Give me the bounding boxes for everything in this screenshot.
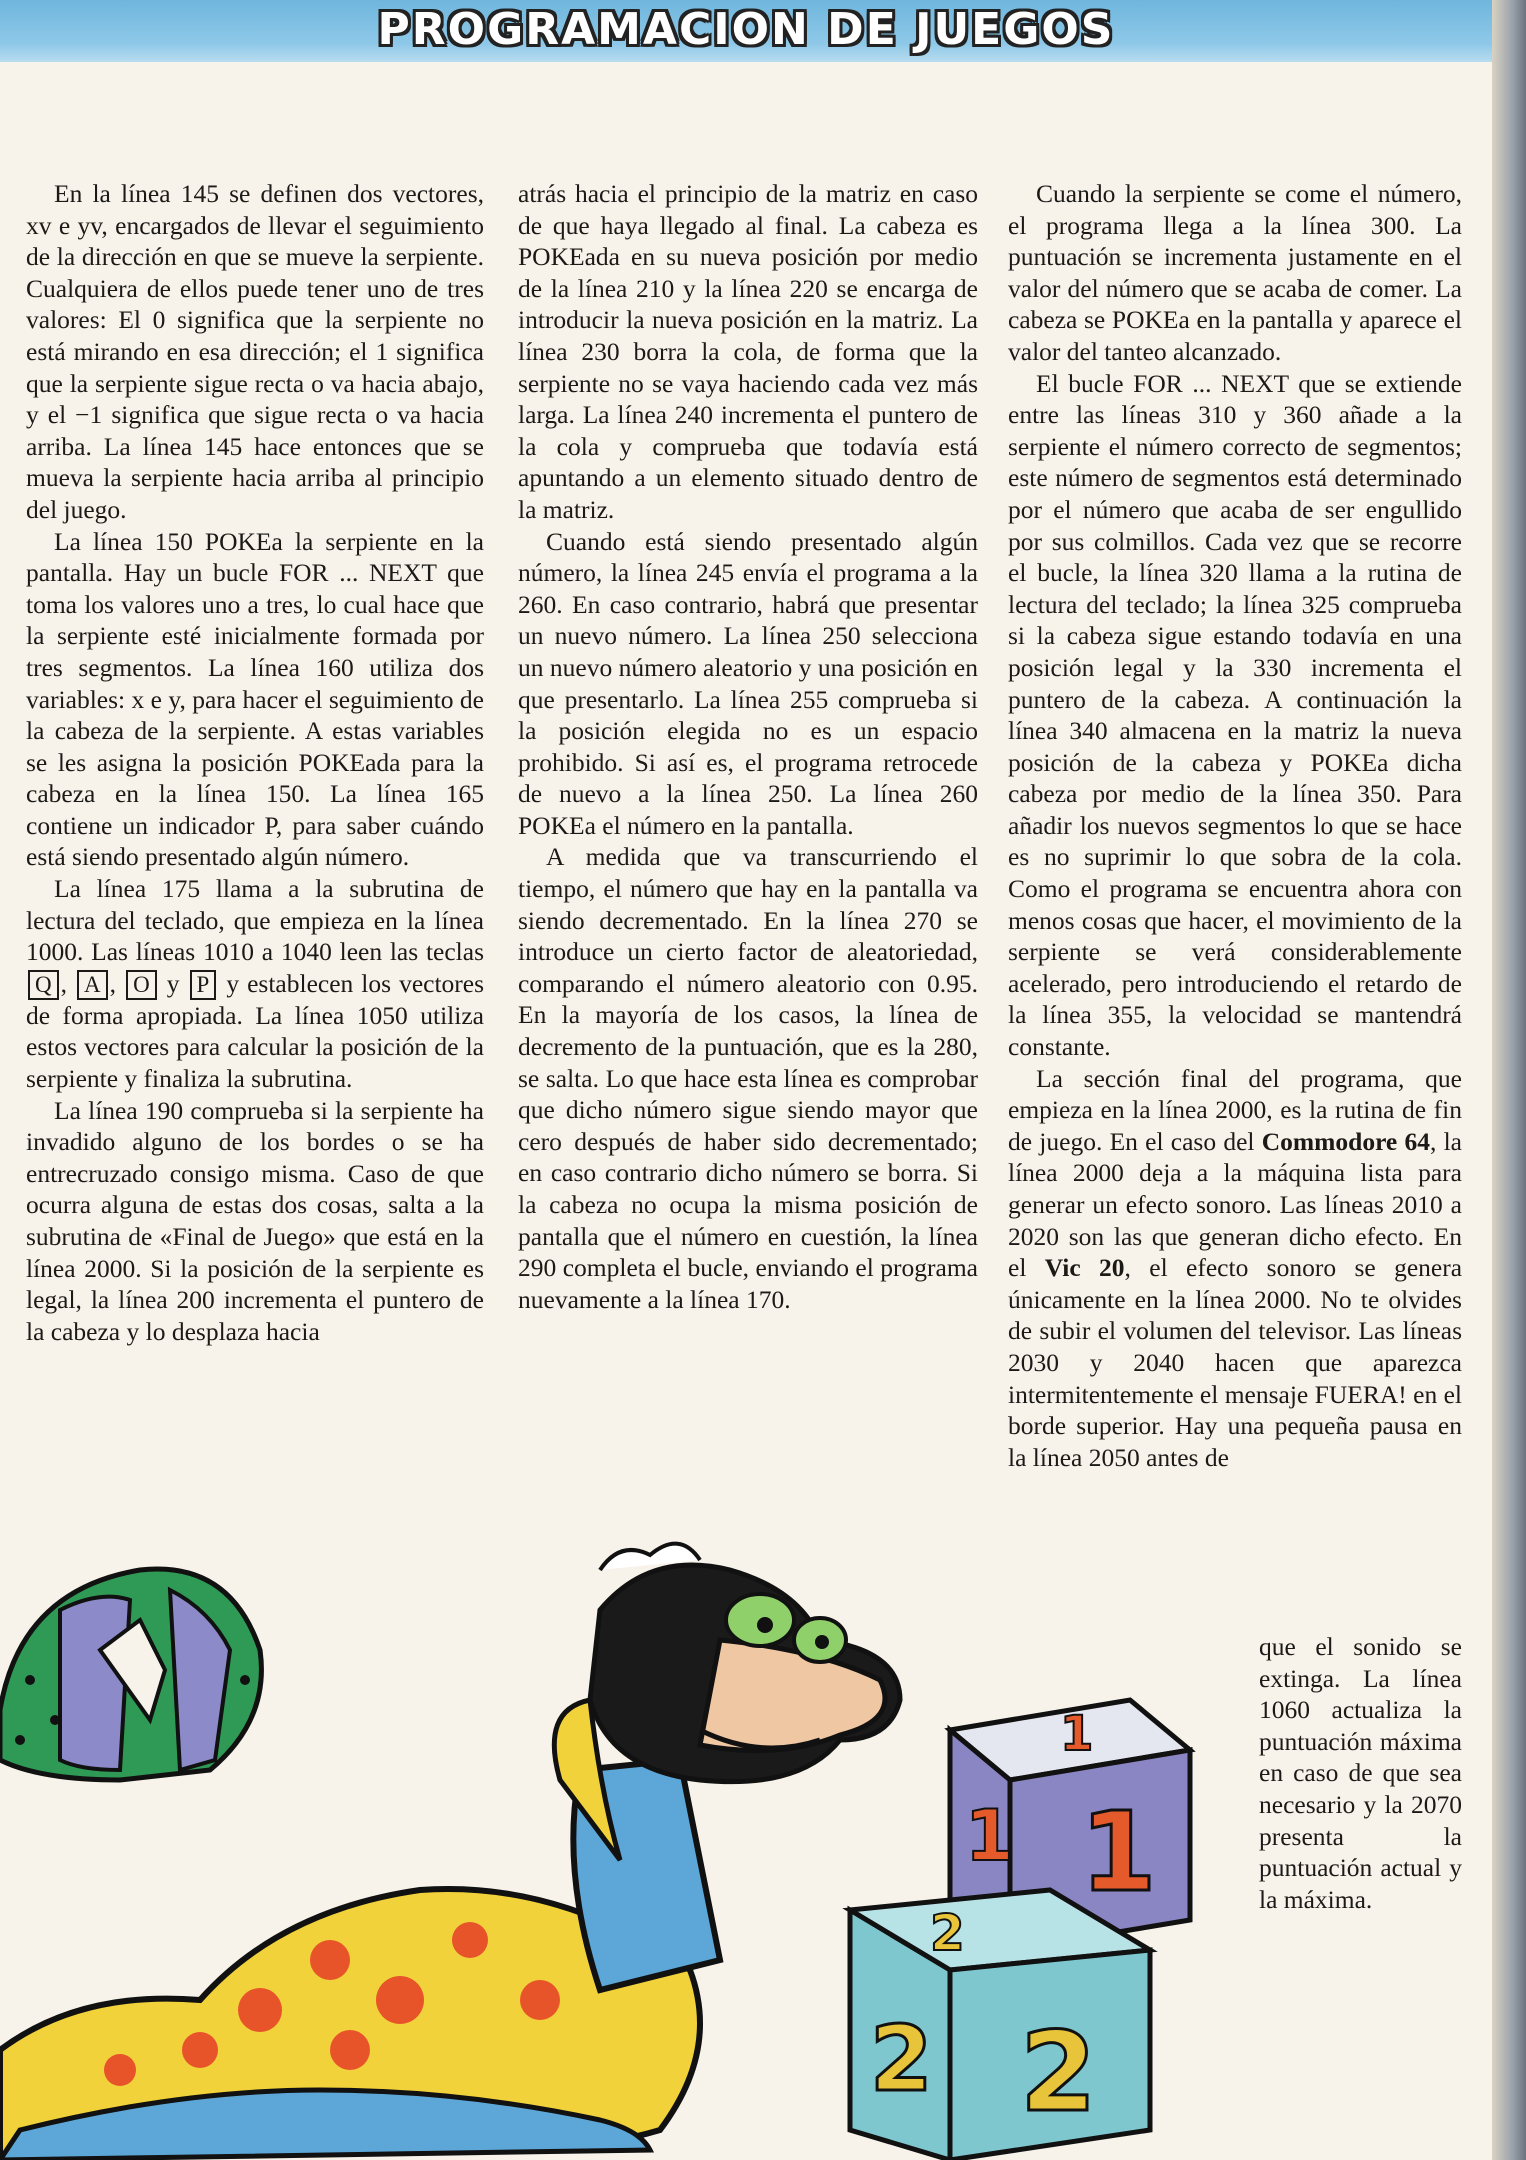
block-digit: 2 <box>1020 2008 1097 2136</box>
key-q: Q <box>28 970 59 1000</box>
block-digit: 1 <box>1060 1706 1094 1762</box>
block-digit: 1 <box>965 1795 1014 1877</box>
brand-commodore: Commodore 64 <box>1261 1126 1430 1156</box>
conjunction: y <box>166 968 180 998</box>
page-title: PROGRAMACION DE JUEGOS <box>377 4 1115 55</box>
paragraph: La línea 150 POKEa la serpiente en la pantalla. Hay un bucle FOR ... NEXT que toma los valores uno a tres, lo cual hace que la serpiente esté inicialmente formada por tres segmentos. La línea 160 utiliza dos variables: x e y, para hacer el seguimiento de la cabeza de la serpiente. A estas variables se les asigna la posición POKEada para la cabeza en la línea 150. La línea 165 contiene un indicador P, para saber cuándo está siendo presentado algún número. <box>26 526 484 872</box>
paragraph: En la línea 145 se definen dos vectores, xv e yv, encargados de llevar el seguimiento de la dirección en que se mueve la serpiente. Cualquiera de ellos puede tener uno de tres valores: El 0 significa que la serpiente no está mirando en esa dirección; el 1 significa que la serpiente sigue recta o va hacia abajo, y el −1 significa que sigue recta o va hacia arriba. La línea 145 hace entonces que se mueva la serpiente hacia arriba al principio del juego. <box>26 179 484 524</box>
paragraph-keys <box>26 873 484 1095</box>
key-p: P <box>190 970 217 1000</box>
key-o: O <box>126 970 157 1000</box>
paragraph-text: La línea 175 llama a la subrutina de lectura del teclado, que empieza en la línea 1000. Las líneas 1010 a 1040 leen las teclas <box>26 874 484 967</box>
snake-head-illustration <box>590 1544 900 1782</box>
block-digit: 2 <box>870 2007 933 2112</box>
paragraph: atrás hacia el principio de la matriz en caso de que haya llegado al final. La cabeza es POKEada en su nueva posición por medio de la línea 210 y la línea 220 se encarga de introducir la nueva posición en la matriz. La línea 230 borra la cola, de forma que la serpiente no se vaya haciendo cada vez más larga. La línea 240 incrementa el puntero de la cola y comprueba que todavía está apuntando a un elemento situado dentro de la matriz. <box>518 179 978 524</box>
paragraph-text: , la línea 2000 deja a la máquina lista para generar un efecto sonoro. Las líneas 2010 a 2020 son las que generan dicho efecto. En el <box>1008 1126 1463 1283</box>
text-column-3-tail <box>1259 1631 1462 1915</box>
egg-shell-illustration <box>0 1569 261 1780</box>
paragraph-text: La sección final del programa, que empieza en la línea 2000, es la rutina de fin de juego. En el caso del <box>1008 1063 1462 1156</box>
paragraph-text: , el efecto sonoro se genera únicamente en la línea 2000. No te olvides de subir el volumen del televisor. Las líneas 2030 y 2040 hacen que aparezca intermitentemente el mensaje FUERA! en el borde superior. Hay una pequeña pausa en la línea 2050 antes de <box>1008 1253 1463 1472</box>
paragraph: Cuando la serpiente se come el número, el programa llega a la línea 300. La puntuación se incrementa justamente en el valor del número que se acaba de comer. La cabeza se POKEa en la pantalla y aparece el valor del tanteo alcanzado. <box>1008 179 1462 366</box>
paragraph: Cuando está siendo presentado algún número, la línea 245 envía el programa a la 260. En caso contrario, habrá que presentar un nuevo número. La línea 250 selecciona un nuevo número aleatorio y una posición en que presentarlo. La línea 255 comprueba si la posición elegida no es un espacio prohibido. Si así es, el programa retrocede de nuevo a la línea 250. La línea 260 POKEa el número en la pantalla. <box>518 526 978 840</box>
text-column-3 <box>1008 178 1462 1473</box>
paragraph: El bucle FOR ... NEXT que se extiende entre las líneas 310 y 360 añade a la serpiente el número correcto de segmentos; este número de segmentos está determinado por el número que acaba de ser engullido por sus colmillos. Cada vez que se recorre el bucle, la línea 320 llama a la rutina de lectura del teclado; la línea 325 comprueba si la cabeza sigue estando todavía en una posición legal y la 330 incrementa el puntero de la cabeza. A continuación la línea 340 almacena en la matriz la nueva posición de la cabeza y POKEa dicha cabeza por medio de la línea 350. Para añadir los nuevos segmentos lo que se hace es no suprimir lo que sobra de la cola. Como el programa se encuentra ahora con menos cosas que hacer, el movimiento de la serpiente se verá considerablemente acelerado, pero introduciendo el retardo de la línea 355, la velocidad se mantendrá constante. <box>1008 368 1462 1062</box>
header-band <box>0 0 1492 62</box>
paragraph: A medida que va transcurriendo el tiempo, el número que hay en la pantalla va siendo decrementado. En la línea 270 se introduce un cierto factor de aleatoriedad, comparando el número aleatorio con 0.95. En la mayoría de los casos, la línea de decremento de la puntuación, que es la 280, se salta. Lo que hace esta línea es comprobar que dicho número sigue siendo mayor que cero después de haber sido decrementado; en caso contrario dicho número se borra. Si la cabeza no ocupa la misma posición de pantalla que el número en cuestión, la línea 290 completa el bucle, enviando el programa nuevamente a la línea 170. <box>518 842 978 1314</box>
paragraph-final <box>1008 1063 1462 1474</box>
page-edge-shadow <box>1492 0 1526 2160</box>
number-blocks-illustration <box>850 1700 1190 2160</box>
block-digit: 2 <box>930 1904 965 1962</box>
paragraph-tail: que el sonido se extinga. La línea 1060 actualiza la puntuación máxima en caso de que sea necesario y la 2070 presenta la puntuación actual y la máxima. <box>1259 1632 1462 1914</box>
paragraph: La línea 190 comprueba si la serpiente ha invadido alguno de los bordes o se ha entrecruzado consigo misma. Caso de que ocurra alguna de estas dos cosas, salta a la subrutina de «Final de Juego» que está en la línea 2000. Si la posición de la serpiente es legal, la línea 200 incrementa el puntero de la cabeza y lo desplaza hacia <box>26 1095 484 1346</box>
key-a: A <box>77 970 108 1000</box>
snake-illustration <box>0 1530 1250 2160</box>
text-column-2 <box>518 178 978 1315</box>
text-column-1 <box>26 178 484 1347</box>
separator: , <box>109 968 117 998</box>
brand-vic: Vic 20 <box>1044 1253 1125 1283</box>
block-digit: 1 <box>1080 1788 1157 1916</box>
separator: , <box>60 968 67 998</box>
paragraph-text: y establecen los vectores de forma apropiada. La línea 1050 utiliza estos vectores para calcular la posición de la serpiente y finaliza la subrutina. <box>26 968 485 1094</box>
